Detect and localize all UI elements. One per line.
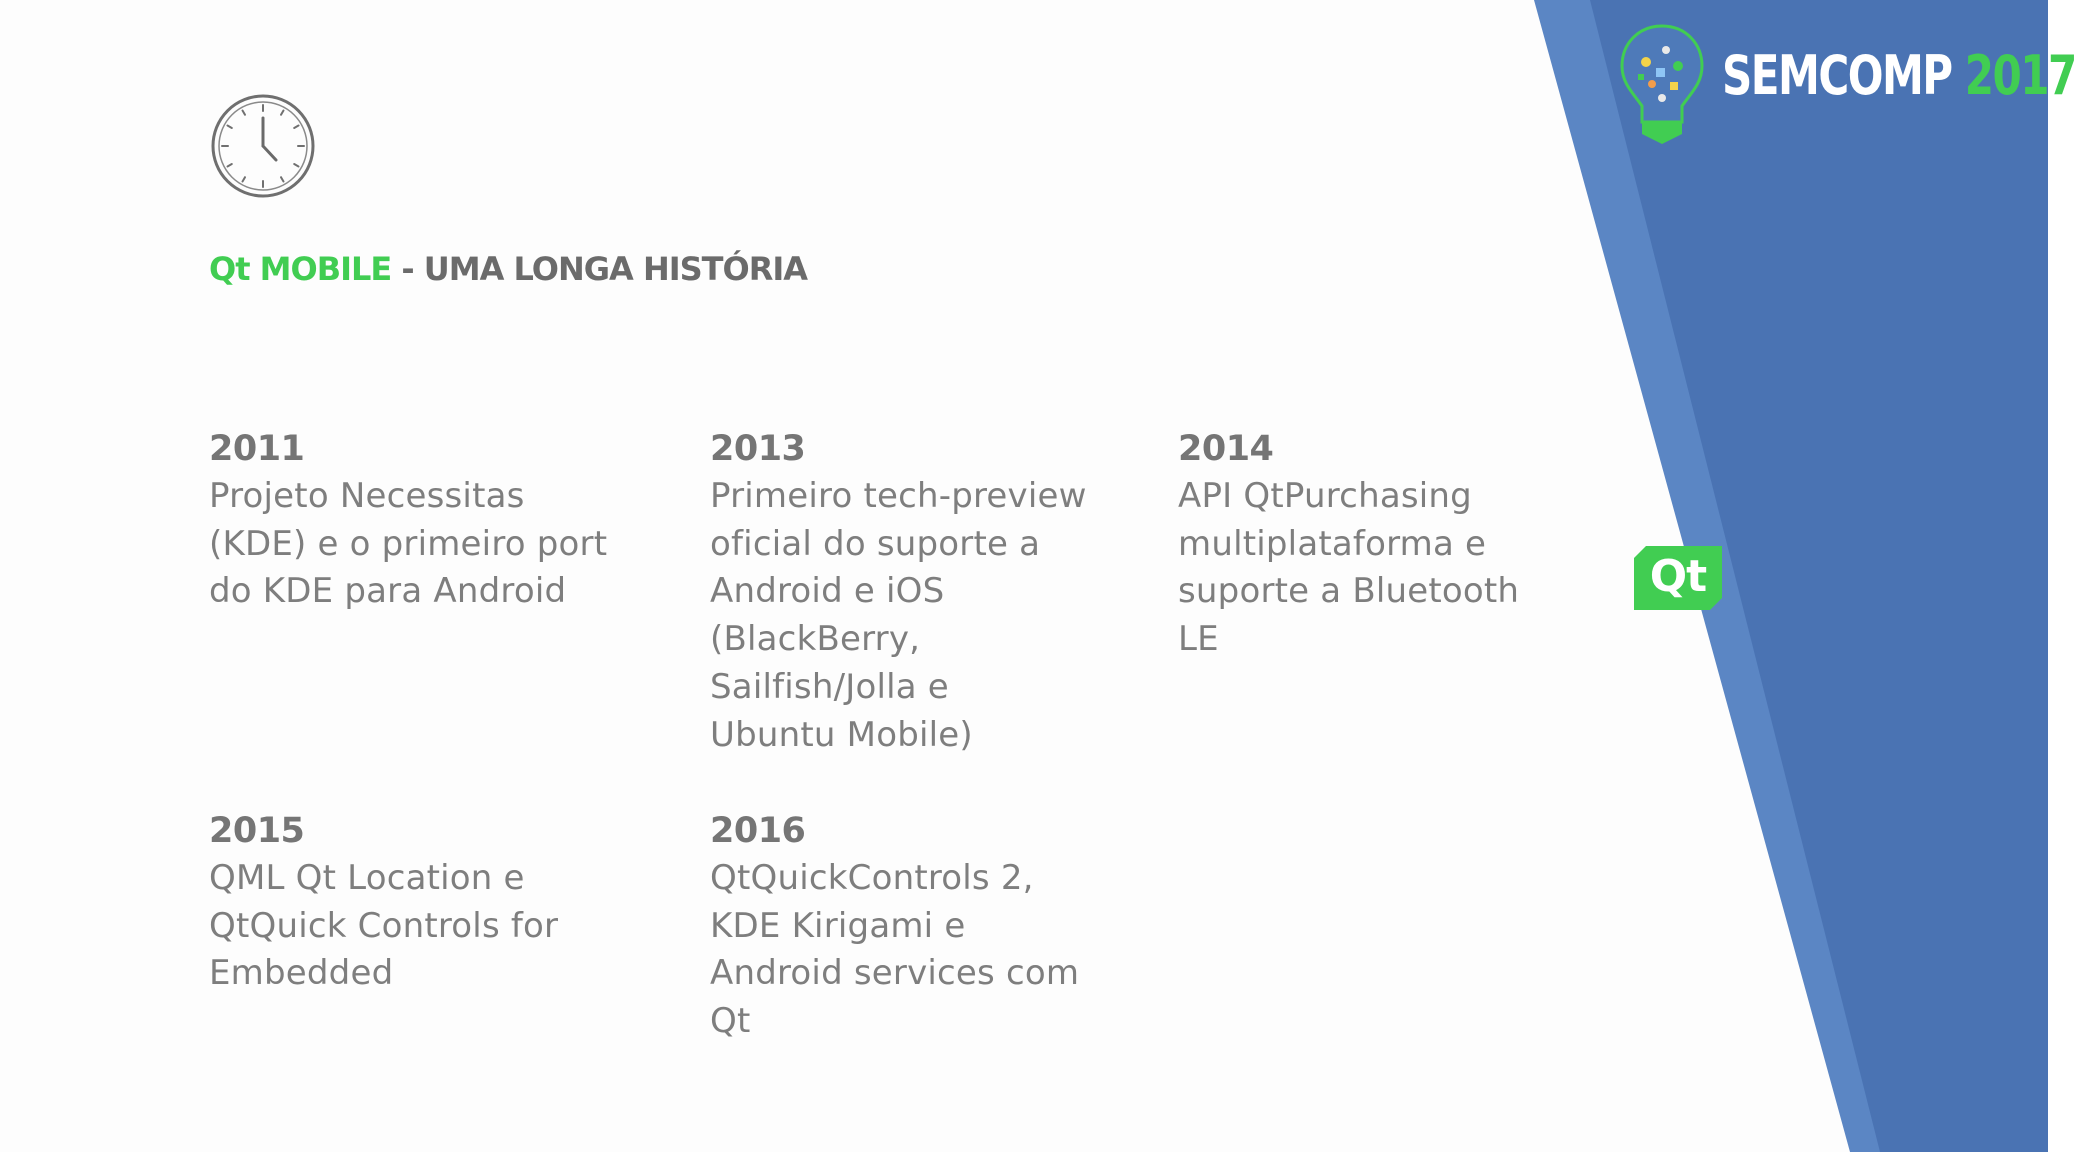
timeline-entry-2011 (209, 425, 649, 616)
lightbulb-icon (1616, 22, 1708, 152)
timeline-year: 2015 (209, 811, 305, 851)
logo-word: SEMCOMP (1722, 44, 1952, 107)
logo-text (1722, 44, 2076, 107)
timeline-entry-2013 (710, 425, 1150, 759)
timeline-year: 2014 (1178, 429, 1274, 469)
timeline-description: QML Qt Location e QtQuick Controls for Embedded (209, 858, 559, 994)
page-title-rest: - UMA LONGA HISTÓRIA (391, 250, 808, 288)
timeline-year: 2013 (710, 429, 806, 469)
timeline-entry-2016 (710, 807, 1150, 1046)
qt-logo-label: Qt (1649, 551, 1707, 602)
timeline-year: 2011 (209, 429, 305, 469)
semcomp-logo (1616, 22, 2076, 152)
page-title-accent: Qt MOBILE (209, 250, 392, 288)
timeline-description: Primeiro tech-preview oficial do suporte a Android e iOS (BlackBerry, Sailfish/Jolla e Ubuntu Mobile) (710, 476, 1087, 755)
timeline-entry-2015 (209, 807, 649, 998)
timeline-year: 2016 (710, 811, 806, 851)
timeline-description: Projeto Necessitas (KDE) e o primeiro port do KDE para Android (209, 476, 608, 612)
timeline-description: QtQuickControls 2, KDE Kirigami e Android services com Qt (710, 858, 1080, 1042)
timeline-description: API QtPurchasing multiplataforma e suporte a Bluetooth LE (1178, 476, 1520, 660)
clock-icon (210, 93, 316, 199)
page-title (209, 250, 807, 288)
logo-year: 2017 (1964, 44, 2076, 107)
timeline-entry-2014 (1178, 425, 1618, 664)
